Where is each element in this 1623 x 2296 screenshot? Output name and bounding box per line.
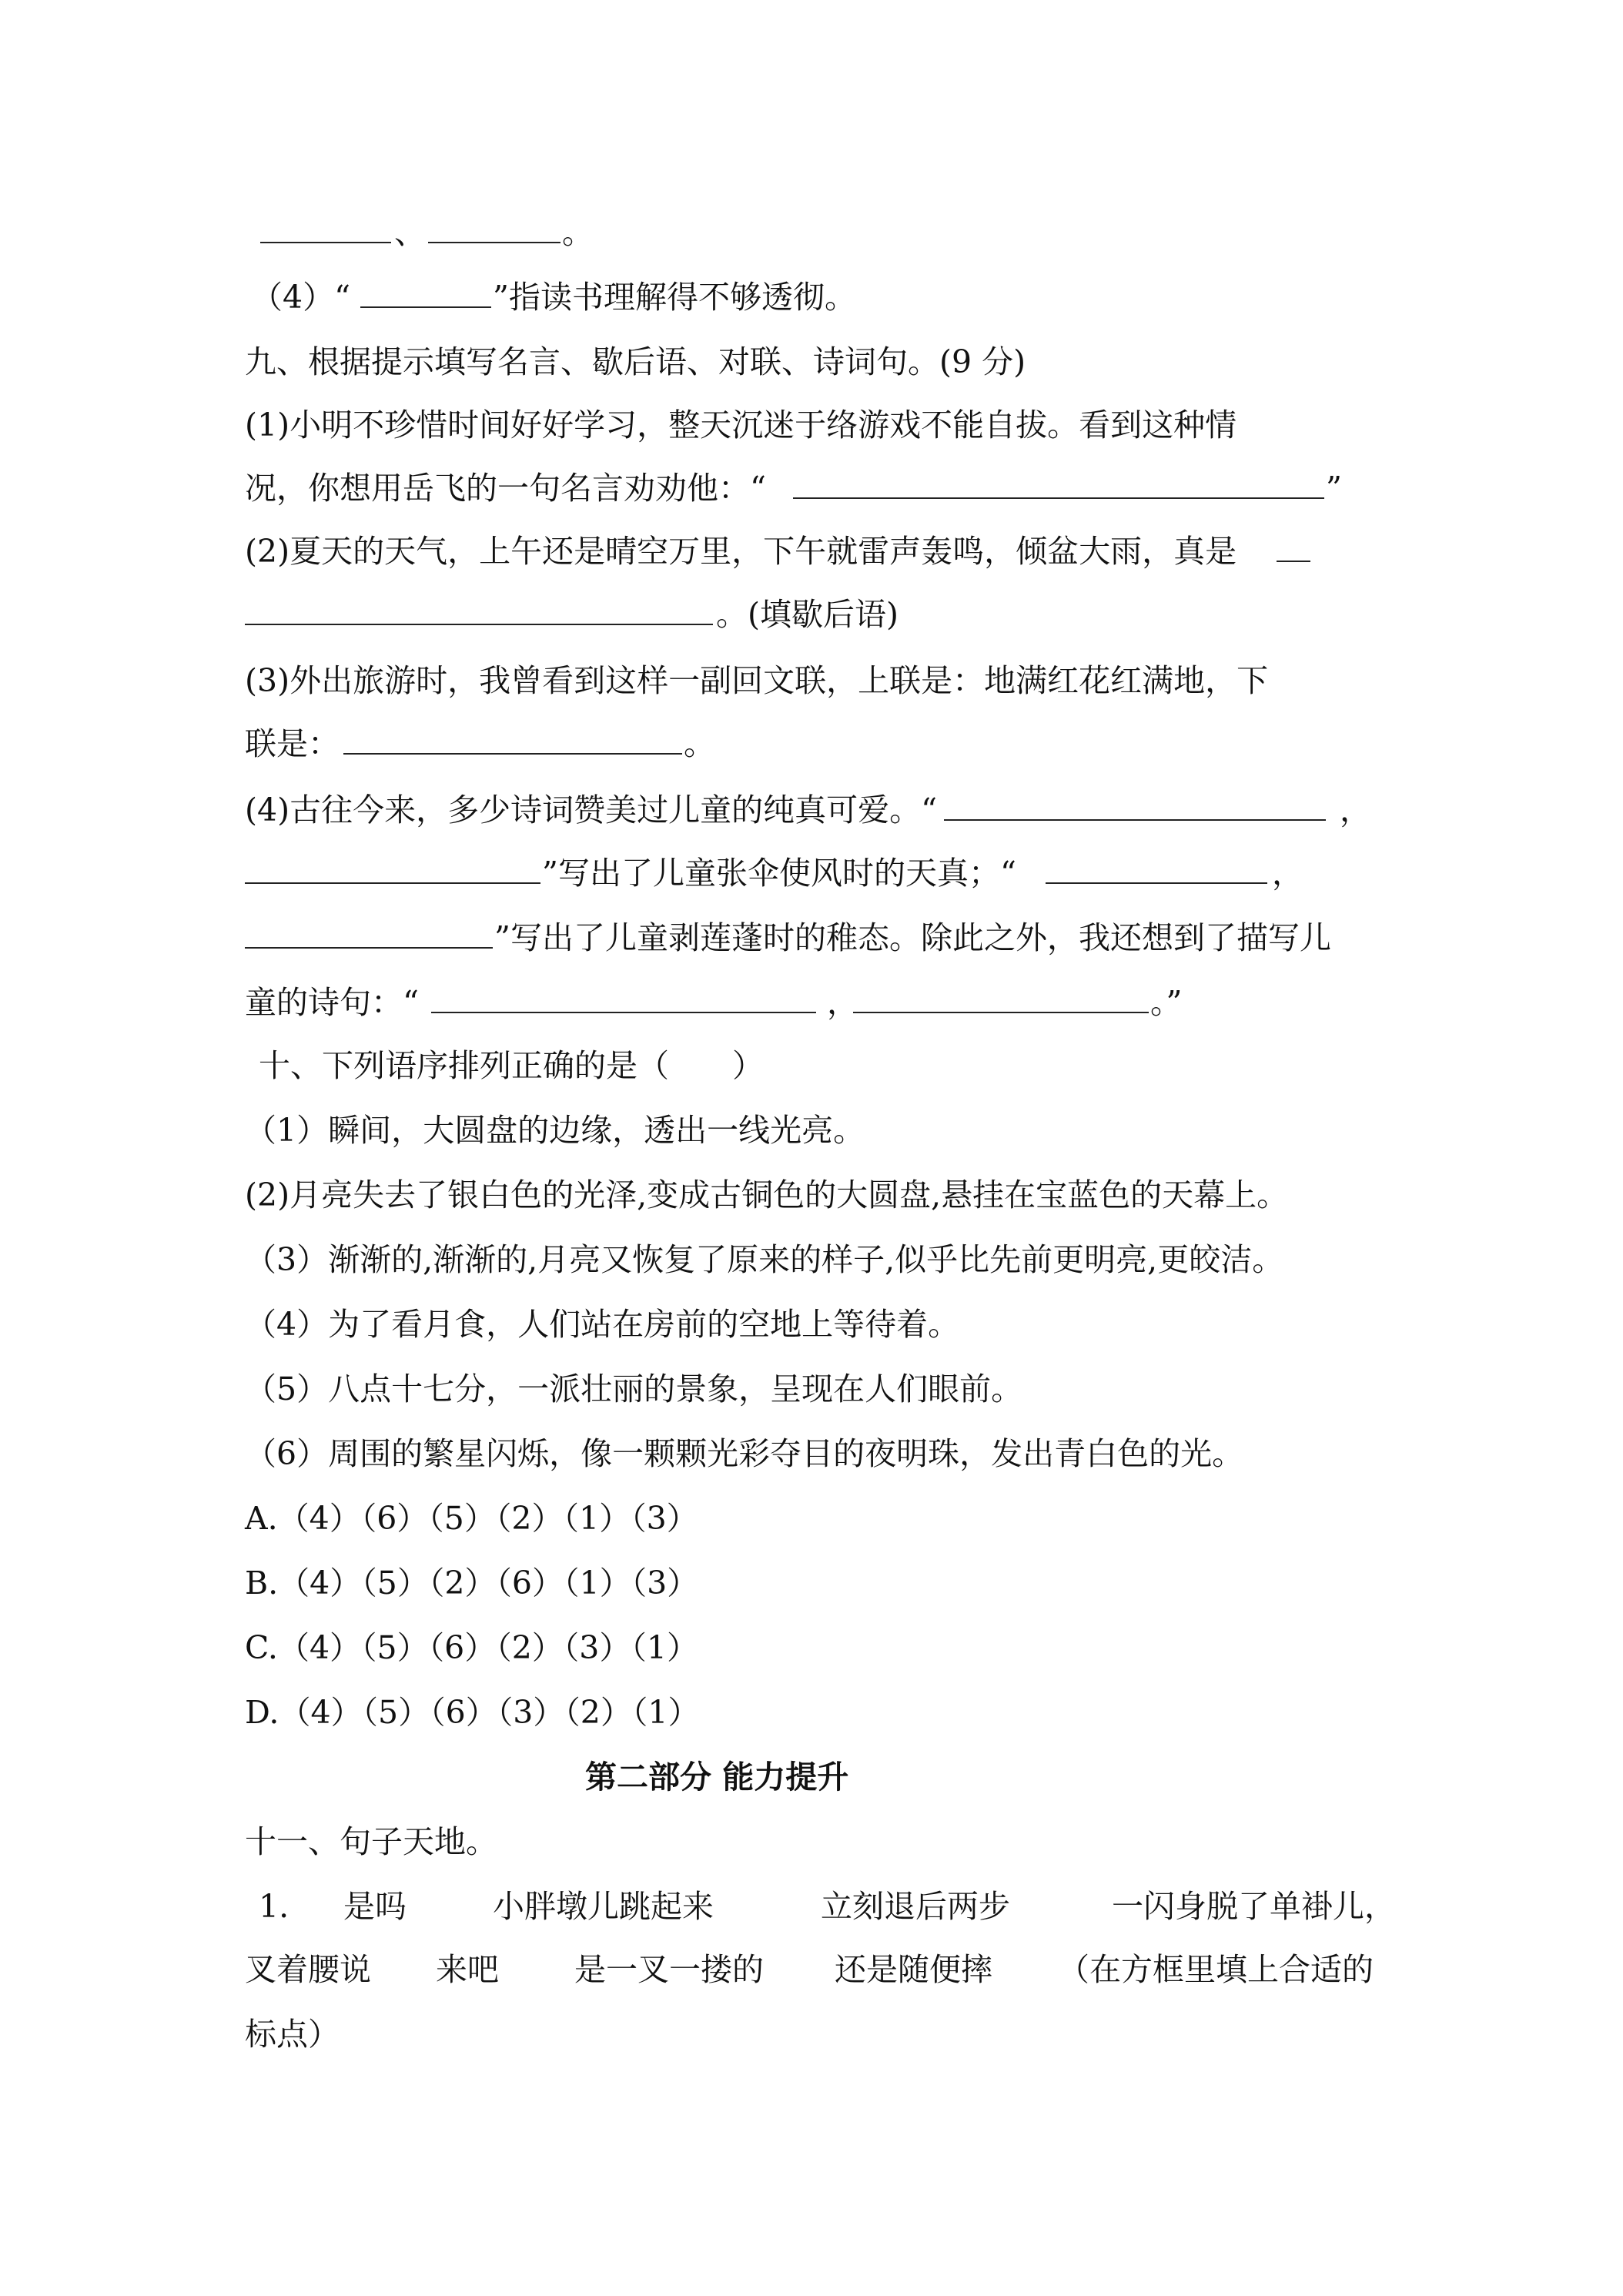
q9-3-text-a: (3)外出旅游时，我曾看到这样一副回文联，上联是：地满红花红满地，下 <box>245 662 1269 699</box>
sentence-fragment: 叉着腰说 <box>245 1951 371 1988</box>
comma: ， <box>827 984 858 1021</box>
q9-4-text-d: 童的诗句：“ <box>245 984 419 1021</box>
blank-line[interactable] <box>360 273 491 322</box>
blank-line[interactable] <box>1277 527 1310 576</box>
q10-sentence-4 <box>0 1300 1623 1349</box>
period: 。 <box>562 214 594 251</box>
blank-line[interactable] <box>260 208 391 257</box>
q10-sentence-3 <box>0 1235 1623 1284</box>
sentence-fragment: 一闪身脱了单褂儿， <box>1112 1888 1396 1925</box>
q9-1-line-b <box>0 464 1623 513</box>
sentence-text: （4）为了看月食，人们站在房前的空地上等待着。 <box>245 1306 960 1343</box>
q9-4-line-d <box>0 978 1623 1027</box>
blank-line[interactable] <box>853 978 1149 1027</box>
blank-line[interactable] <box>343 719 682 768</box>
q9-1-text-b: 况，你想用岳飞的一句名言劝劝他：“ <box>245 470 766 507</box>
sentence-text: （6）周围的繁星闪烁，像一颗颗光彩夺目的夜明珠，发出青白色的光。 <box>245 1435 1244 1472</box>
sentence-text: (2)月亮失去了银白色的光泽,变成古铜色的大圆盘,悬挂在宝蓝色的天幕上。 <box>245 1176 1289 1213</box>
q10-title <box>0 1041 1623 1090</box>
punctuation-box[interactable] <box>519 1951 557 1990</box>
item-number: 1. <box>259 1888 289 1925</box>
instruction-text: 标点） <box>245 2016 340 2053</box>
blank-line[interactable] <box>944 785 1326 835</box>
sentence-fragment: 是吗 <box>343 1888 407 1925</box>
q9-2-line-b <box>0 590 1623 639</box>
sentence-fragment: 立刻退后两步 <box>821 1888 1010 1925</box>
option-a-text: A.（4）（6）（5）（2）（1）（3） <box>245 1500 698 1537</box>
q10-title-text: 十、下列语序排列正确的是（ ） <box>259 1047 764 1084</box>
q9-3-line-b <box>0 719 1623 768</box>
separator: 、 <box>394 214 426 251</box>
blank-line[interactable] <box>245 590 713 639</box>
punctuation-box[interactable] <box>1012 1951 1050 1990</box>
q9-4-line-b <box>0 848 1623 898</box>
option-b[interactable] <box>0 1558 1623 1608</box>
option-d-text: D.（4）（5）（6）（3）（2）（1） <box>245 1694 700 1731</box>
q11-line-2 <box>0 1945 1623 1994</box>
punctuation-box[interactable] <box>739 1888 778 1926</box>
option-b-text: B.（4）（5）（2）（6）（1）（3） <box>245 1565 699 1602</box>
sentence-text: （1）瞬间，大圆盘的边缘，透出一线光亮。 <box>245 1112 865 1149</box>
blank-line[interactable] <box>428 208 561 257</box>
comma: ， <box>1272 855 1303 892</box>
sentence-text: （5）八点十七分，一派壮丽的景象，呈现在人们眼前。 <box>245 1371 1023 1407</box>
punctuation-box[interactable] <box>790 1951 828 1990</box>
q11-title <box>0 1817 1623 1866</box>
sentence-text: （3）渐渐的,渐渐的,月亮又恢复了原来的样子,似乎比先前更明亮,更皎洁。 <box>245 1241 1284 1278</box>
q9-2-line-a <box>0 527 1623 576</box>
q9-title <box>0 337 1623 387</box>
quote-close: ” <box>1326 470 1342 507</box>
sentence-fragment: 还是随便摔 <box>835 1951 992 1988</box>
q9-1-line-a <box>0 400 1623 450</box>
q9-4-text-b: ”写出了儿童张伞使风时的天真；“ <box>542 855 1016 892</box>
fill-line-3-continued <box>0 208 1623 257</box>
q9-2-hint: 。(填歇后语) <box>716 596 899 633</box>
q9-1-text-a: (1)小明不珍惜时间好好学习，整天沉迷于络游戏不能自拔。看到这种情 <box>245 407 1237 443</box>
blank-line[interactable] <box>245 848 540 898</box>
q9-3-text-b: 联是： <box>245 725 340 762</box>
section-heading <box>0 1752 1623 1802</box>
q10-sentence-1 <box>0 1106 1623 1155</box>
item-4-prefix: （4）“ <box>251 279 351 316</box>
q9-4-line-a <box>0 785 1623 835</box>
q11-title-text: 十一、句子天地。 <box>245 1823 497 1860</box>
option-c[interactable] <box>0 1623 1623 1672</box>
blank-line[interactable] <box>1046 848 1267 898</box>
q9-4-text-c: ”写出了儿童剥莲蓬时的稚态。除此之外，我还想到了描写儿 <box>494 919 1331 956</box>
period: 。 <box>684 725 715 762</box>
blank-line[interactable] <box>431 978 816 1027</box>
q11-line-1 <box>0 1882 1623 1931</box>
punctuation-box[interactable] <box>1039 1888 1078 1926</box>
section-heading-text: 第二部分 能力提升 <box>585 1759 849 1796</box>
q10-sentence-2 <box>0 1170 1623 1220</box>
blank-line[interactable] <box>245 913 493 962</box>
option-c-text: C.（4）（5）（6）（2）（3）（1） <box>245 1629 698 1666</box>
blank-line[interactable] <box>793 464 1324 513</box>
q9-3-line-a <box>0 656 1623 705</box>
quote-end: 。” <box>1150 984 1183 1021</box>
sentence-fragment: 小胖墩儿跳起来 <box>493 1888 714 1925</box>
q9-title-text: 九、根据提示填写名言、歇后语、对联、诗词句。(9 分) <box>245 343 1026 380</box>
sentence-fragment: 是一叉一搂的 <box>574 1951 764 1988</box>
item-4-text: ”指读书理解得不够透彻。 <box>493 279 856 316</box>
q9-4-line-c <box>0 913 1623 962</box>
instruction-text: （在方框里填上合适的 <box>1058 1951 1374 1988</box>
q11-line-3 <box>0 2010 1623 2059</box>
q9-2-text-a: (2)夏天的天气，上午还是晴空万里，下午就雷声轰鸣，倾盆大雨，真是 <box>245 533 1237 570</box>
punctuation-box[interactable] <box>390 1951 428 1990</box>
q9-4-text-a: (4)古往今来，多少诗词赞美过儿童的纯真可爱。“ <box>245 792 938 828</box>
q10-sentence-6 <box>0 1429 1623 1478</box>
q10-sentence-5 <box>0 1364 1623 1414</box>
option-a[interactable] <box>0 1494 1623 1543</box>
comma: ， <box>1340 792 1371 828</box>
fill-line-4 <box>0 273 1623 322</box>
punctuation-box[interactable] <box>433 1888 471 1926</box>
option-d[interactable] <box>0 1688 1623 1737</box>
sentence-fragment: 来吧 <box>436 1951 499 1988</box>
